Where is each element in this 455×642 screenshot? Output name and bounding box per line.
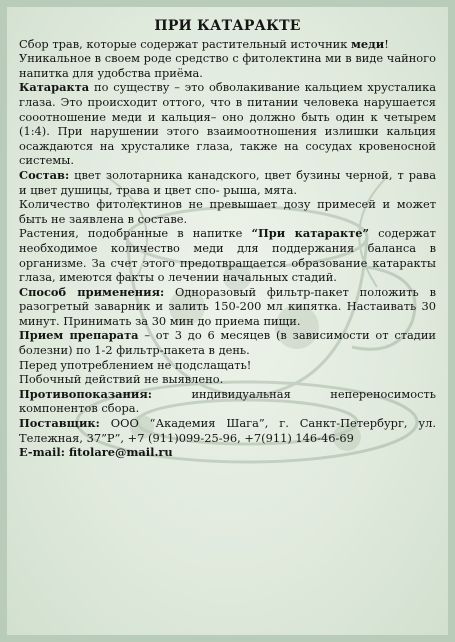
course-label: Прием препарата xyxy=(19,328,139,343)
copper-word: меди xyxy=(351,36,385,51)
intro-body: Сбор трав, которые содержат растительный источник xyxy=(19,36,352,51)
course-paragraph xyxy=(19,328,436,357)
product-name: “При катаракте” xyxy=(251,226,370,241)
course-text: – от 3 до 6 месяцев (в зависимости от стадии болезни) по 1-2 фильтр-пакета в день. xyxy=(19,328,437,358)
phytolectin-note: Количество фитолектинов не превышает дозу примесей и может быть не заявлена в составе. xyxy=(19,197,436,226)
supplier-paragraph xyxy=(19,416,436,445)
page-title: ПРИ КАТАРАКТЕ xyxy=(154,18,301,34)
intro-tail: ! xyxy=(384,36,389,51)
usage-text: Одноразовый фильтр-пакет положить в разогретый заварник и залить 150-200 мл кипятка. Настаивать 30 минут. Принимать за 30 мин до приема пищи. xyxy=(19,284,436,328)
contraindications-paragraph xyxy=(19,387,436,416)
no-sweeten-note: Перед употреблением не подслащать! xyxy=(19,357,252,372)
plants-before: Растения, подобранные в напитке xyxy=(19,226,252,241)
cataract-text: по существу – это обволакивание кальцием хрусталика глаза. Это происходит оттого, что в питании человека нарушается сооотношение меди и кальция– оно должно быть один к четырем (1:4). При нарушении этого взаимоотношения излишки кальция осаждаются на хрусталике глаза, также на сосудах кровеносной системы. xyxy=(19,80,436,168)
contraindications-text: индивидуальная непереносимость компонентов сбора. xyxy=(19,386,436,416)
cataract-paragraph xyxy=(19,80,436,168)
contraindications-label: Противопоказания: xyxy=(19,386,152,401)
composition-paragraph xyxy=(19,168,436,197)
email-link[interactable]: E-mail: fitolare@mail.ru xyxy=(19,445,173,460)
plants-paragraph xyxy=(19,226,436,284)
plants-after: содержат необходимое количество меди для поддержания баланса в организме. За счет этого предотвращается образование катаракты глаза, имеются факты о лечении начальных стадий. xyxy=(19,226,436,285)
unique-text: Уникальное в своем роде средство с фитолектина ми в виде чайного напитка для удобства приёма. xyxy=(19,51,436,80)
intro-text xyxy=(19,37,436,52)
side-effects-note: Побочный действий не выявлено. xyxy=(19,372,224,387)
usage-paragraph xyxy=(19,285,436,329)
cataract-term: Катаракта xyxy=(19,80,90,95)
composition-text: цвет золотарника канадского, цвет бузины черной, т рава и цвет душицы, трава и цвет спо- рыша, мята. xyxy=(19,167,436,197)
composition-label: Состав: xyxy=(19,167,70,182)
supplier-text: ООО “Академия Шага”, г. Санкт-Петербург, ул. Тележная, 37”Р”, +7 (911)099-25-96, +7(911) 146-46-69 xyxy=(19,416,436,445)
usage-label: Способ применения: xyxy=(19,284,165,299)
supplier-label: Поставщик: xyxy=(19,416,100,431)
